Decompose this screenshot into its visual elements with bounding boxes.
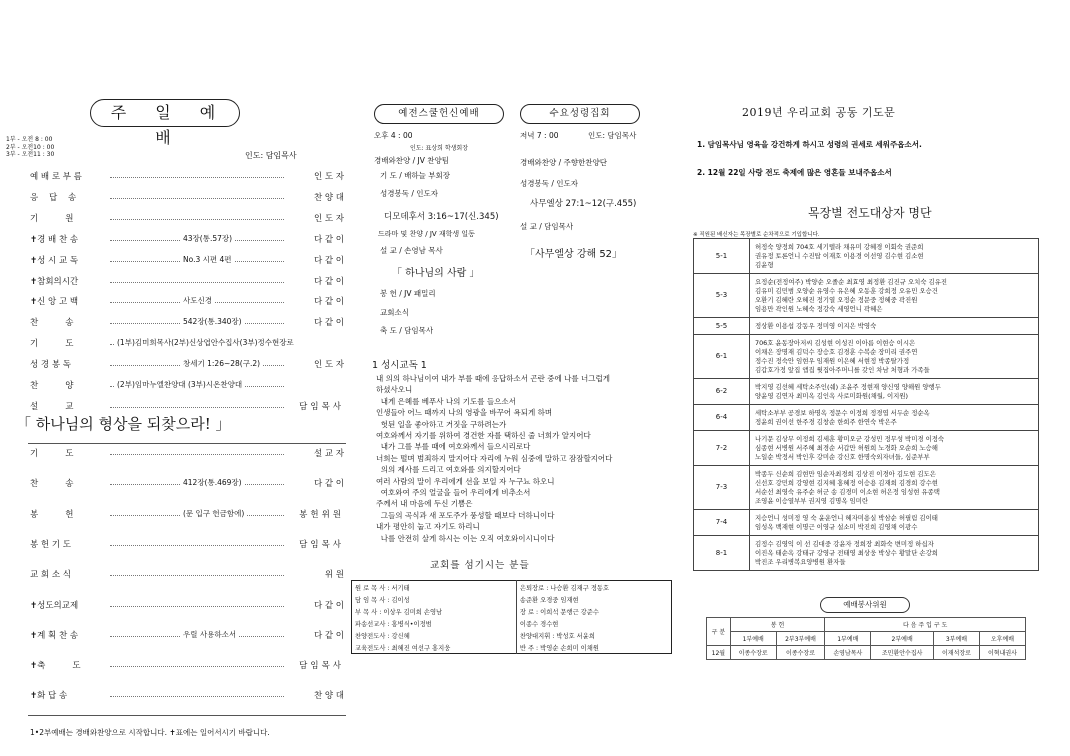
order-detail: 창세기 1:26~28(구.2) xyxy=(180,358,263,369)
target-name-line: 박종두 신순희 김현만 임순자최경희 김상진 이경아 김도현 김도은 xyxy=(755,469,936,478)
target-name-line: 노일순 박정서 박인후 강미순 강신호 한명숙외자녀들, 심준부부 xyxy=(755,452,930,461)
target-name-line: 조영윤 이승열부부 권지영 김명옥 임미란 xyxy=(755,496,869,505)
target-group: 6-4 xyxy=(694,405,750,431)
reading-title: 1 성시교독 1 xyxy=(372,360,427,371)
order-row xyxy=(30,212,344,228)
time-2: 2부 - 오전10 : 00 xyxy=(6,143,55,151)
service-name: 손영남목사 xyxy=(825,646,871,660)
vespers-leader: 인도: 표상희 학생회장 xyxy=(410,145,469,152)
vespers-item: 기 도 / 배하늘 부회장 xyxy=(380,171,451,180)
target-name-line: 706호 윤동장아저씨 김성현 이성진 이아름 이현승 이시은 xyxy=(755,338,916,347)
target-name-line: 이진옥 태순옥 강태규 강영규 전태영 최상웅 박상수 황말단 손강희 xyxy=(755,548,938,557)
order-label: 설 교 xyxy=(30,401,74,412)
service-month: 12월 xyxy=(707,646,731,660)
target-row xyxy=(694,510,1039,536)
order-detail: 542장(통.340장) xyxy=(180,316,245,327)
order-dots xyxy=(110,407,284,408)
target-row xyxy=(694,379,1039,405)
order-label: ✝신 앙 고 백 xyxy=(30,297,79,308)
service-sub: 오후예배 xyxy=(979,632,1025,646)
target-names xyxy=(750,510,1039,536)
target-names xyxy=(750,431,1039,466)
target-names xyxy=(750,239,1039,274)
target-name-line: 정상환 이용섭 강동우 정미영 이지은 박영숙 xyxy=(755,321,877,330)
target-name-line: 심종현 서병원 서주혜 최경순 서갑만 허원희 노경화 오순희 노승해 xyxy=(755,443,938,452)
order-leader: 다 같 이 xyxy=(313,318,344,329)
order-row xyxy=(30,254,344,270)
divider xyxy=(28,443,346,444)
order-leader: 위 원 xyxy=(324,570,344,581)
order-detail: (1부)김미희목사(2부)신상엽안수집사(3부)정수현장로 xyxy=(114,337,297,348)
order-dots xyxy=(110,454,284,455)
service-name: 조민환안수집사 xyxy=(871,646,934,660)
target-group: 5-5 xyxy=(694,318,750,335)
vespers-sermon: 「 하나님의 사람 」 xyxy=(392,268,480,279)
order-label: ✝성 시 교 독 xyxy=(30,255,79,266)
members-cell: 이종수 경수현 xyxy=(519,620,559,628)
members-cell: 파송선교사 : 홍병식•이정범 xyxy=(352,617,517,629)
members-row xyxy=(352,617,672,629)
order-leader: 다 같 이 xyxy=(313,234,344,245)
time-3: 3부 - 오전11 : 30 xyxy=(6,151,55,158)
target-name-line: 김갑호가정 앞집 앱집 윗집아주머니를 갖인 차남 처형과 가족들 xyxy=(755,365,930,374)
order-leader: 다 같 이 xyxy=(313,630,344,641)
target-name-line: 허정숙 양정희 704호 세기텔라 채유미 강혜경 이회숙 권준희 xyxy=(755,242,924,251)
reading-line: 나를 안전히 살게 하시는 이는 오직 여호와이시니이다 xyxy=(376,533,555,543)
service-times xyxy=(6,136,54,159)
order-label: 응 답 송 xyxy=(30,192,77,203)
order-leader: 찬 양 대 xyxy=(313,691,344,702)
target-names xyxy=(750,405,1039,431)
members-row xyxy=(352,581,672,594)
order-dots xyxy=(110,575,284,576)
members-cell: 은퇴장로 : 나승환 김재구 정동호 xyxy=(519,584,610,592)
target-row xyxy=(694,536,1039,571)
order-leader: 다 같 이 xyxy=(313,255,344,266)
target-name-line: 박진조 우리병복요양병원 환자들 xyxy=(755,557,846,566)
reading-line: 헛된 일을 좋아하고 거짓을 구하려는가 xyxy=(376,419,507,429)
members-cell: 원 로 목 사 : 서기태 xyxy=(352,581,517,594)
order-detail: No.3 시편 4편 xyxy=(180,254,235,265)
members-table xyxy=(351,580,672,654)
order-label: 성 경 봉 독 xyxy=(30,360,71,371)
order-label: 기 원 xyxy=(30,213,74,224)
service-name: 이혁내권사 xyxy=(979,646,1025,660)
order-dots xyxy=(110,696,284,697)
order-row xyxy=(30,689,344,705)
order-label: ✝경 배 찬 송 xyxy=(30,234,79,245)
members-cell: 담 임 목 사 : 김이성 xyxy=(352,593,517,605)
service-sub: 1부예배 xyxy=(730,632,776,646)
target-name-line: 나기문 김상무 이정희 김세훈 황미오군 강성민 정무성 박미경 이정숙 xyxy=(755,434,945,443)
reading-line: 여호와여 주의 얼굴을 들어 우리에게 비추소서 xyxy=(376,488,531,498)
prayer-item: 2. 12월 22일 사랑 전도 축제에 많은 영혼들 보내주옵소서 xyxy=(697,168,892,177)
target-group: 7-4 xyxy=(694,510,750,536)
order-label: ✝계 획 찬 송 xyxy=(30,630,79,641)
order-dots xyxy=(110,198,284,199)
order-leader: 다 같 이 xyxy=(313,600,344,611)
order-leader: 찬 양 대 xyxy=(313,192,344,203)
vespers-item: 축 도 / 담임목사 xyxy=(380,326,434,335)
order-detail: 412장(통.469장) xyxy=(180,477,245,488)
order-leader: 담임목사 xyxy=(299,401,344,412)
target-name-line: 임성옥 백재현 이명근 이영규 설소미 박진희 김영채 이광수 xyxy=(755,522,918,531)
service-name: 이종수장로 xyxy=(730,646,776,660)
target-names xyxy=(750,335,1039,379)
order-label: 예 배 로 부 름 xyxy=(30,172,82,182)
target-row xyxy=(694,274,1039,318)
order-row xyxy=(30,191,344,207)
members-row xyxy=(352,641,672,654)
order-row xyxy=(30,538,344,554)
order-row xyxy=(30,275,344,291)
wednesday-item: 사무엘상 27:1~12(구.455) xyxy=(530,199,637,209)
wednesday-item: 경배와찬양 / 주향한찬양단 xyxy=(520,158,607,167)
vespers-time: 오후 4 : 00 xyxy=(374,131,413,140)
order-label: 찬 송 xyxy=(30,318,74,329)
members-cell: 교육전도사 : 최혜진 여선구 홍지웅 xyxy=(352,641,517,654)
service-name: 이재석장로 xyxy=(933,646,979,660)
order-label: ✝참회의시간 xyxy=(30,276,79,287)
vespers-item: 드라마 및 찬양 / JV 재학생 일동 xyxy=(378,230,475,238)
order-row xyxy=(30,233,344,249)
vespers-title: 예전스쿨헌신예배 xyxy=(374,104,504,124)
reading-line: 너희는 떨며 범죄하지 말지어다 자리에 누워 심중에 말하고 잠잠할지어다 xyxy=(376,453,613,463)
order-leader: 다 같 이 xyxy=(313,297,344,308)
order-dots xyxy=(110,177,284,178)
order-detail: (2부)임마누엘찬양대 (3부)시온찬양대 xyxy=(114,379,245,390)
members-cell: 송준환 오경중 임재현 xyxy=(519,596,579,604)
vespers-item: 설 교 / 손영남 목사 xyxy=(380,246,443,255)
order-label: 기 도 xyxy=(30,339,74,350)
wednesday-item: 성경봉독 / 인도자 xyxy=(520,179,579,188)
vespers-item: 교회소식 xyxy=(380,308,409,317)
target-names xyxy=(750,379,1039,405)
reading-line: 여러 사람의 말이 우리에게 선을 보일 자 누구뇨 하오니 xyxy=(376,476,555,486)
col-offering: 봉 헌 xyxy=(730,618,825,632)
order-row xyxy=(30,337,344,353)
members-title: 교회를 섬기시는 분들 xyxy=(430,560,530,571)
order-detail: 43장(통.57장) xyxy=(180,233,235,244)
target-names xyxy=(750,536,1039,571)
order-label: ✝화 답 송 xyxy=(30,691,68,702)
targets-note: ※ 직원된 배신자는 목장별로 순차적으로 기입합니다. xyxy=(693,232,820,238)
service-sub: 1부예배 xyxy=(825,632,871,646)
target-name-line: 서순선 최영숙 유주순 허군 송 김경미 이소현 허은정 임성현 유종택 xyxy=(755,487,940,496)
reading-line: 여호와께서 자기를 위하여 경건한 자를 택하신 줄 너희가 알지어다 xyxy=(376,431,591,441)
target-name-line: 세탁소부부 공경보 하명옥 정문수 이정희 정경엽 서두순 정순옥 xyxy=(755,408,930,417)
order-leader: 다 같 이 xyxy=(313,479,344,490)
service-table xyxy=(706,617,1026,660)
order-detail: (문 입구 헌금함에) xyxy=(180,508,247,519)
target-name-line: 이채은 장명재 김덕수 장승호 김경훈 수복순 장미리 권주연 xyxy=(755,347,918,356)
members-cell: 찬양전도사 : 강신혜 xyxy=(352,629,517,641)
service-sub: 3부예배 xyxy=(933,632,979,646)
members-cell: 장 로 : 이희석 문행근 강준수 xyxy=(519,608,599,616)
reading-line: 내가 그를 부를 때에 여호와께서 들으시리로다 xyxy=(376,442,531,452)
sunday-leader: 인도: 담임목사 xyxy=(245,151,297,160)
target-name-line: 김유미 김민범 오양순 유영수 유은혜 오동훈 강희정 오유민 오승건 xyxy=(755,286,938,295)
order-leader: 담임목사 xyxy=(299,539,344,550)
target-names xyxy=(750,318,1039,335)
order-leader: 인 도 자 xyxy=(313,213,344,224)
target-name-line: 요정순(전정여주) 박양순 오졸순 최효영 최정환 김진규 오치숙 김유진 xyxy=(755,277,948,286)
order-row xyxy=(30,477,344,493)
order-detail: 우릴 사용하소서 xyxy=(180,629,239,640)
order-row xyxy=(30,358,344,374)
order-leader: 인 도 자 xyxy=(313,172,344,182)
col-category: 구 분 xyxy=(707,618,731,646)
target-names xyxy=(750,466,1039,510)
target-name-line: 지승언니 성미정 영 숙 윤운언니 혜자미용실 박삼순 허필림 김이태 xyxy=(755,513,938,522)
order-dots xyxy=(110,219,284,220)
target-name-line: 김윤형 xyxy=(755,260,774,269)
targets-table xyxy=(693,238,1039,571)
sunday-title: 주 일 예 배 xyxy=(90,99,240,127)
target-name-line: 신선호 강민희 강영현 김지혜 홍혜정 이승용 김재희 김경희 강수현 xyxy=(755,478,938,487)
order-label: ✝축 도 xyxy=(30,661,81,672)
target-row xyxy=(694,239,1039,274)
target-row xyxy=(694,318,1039,335)
order-leader: 담임목사 xyxy=(299,661,344,672)
time-1: 1부 - 오전 8 : 00 xyxy=(6,136,53,143)
target-name-line: 박지영 김선혜 세탁소주인(쉐) 조윤주 정현재 양신영 양해원 양행두 xyxy=(755,382,941,391)
target-group: 6-2 xyxy=(694,379,750,405)
order-label: 봉 헌 기 도 xyxy=(30,539,71,550)
members-cell: 부 목 사 : 이상우 김미희 손영남 xyxy=(352,605,517,617)
reading-line: 의의 제사를 드리고 여호와를 의지할지어다 xyxy=(376,465,521,475)
order-row xyxy=(30,568,344,584)
order-label: 찬 양 xyxy=(30,381,74,391)
wednesday-sermon: 「사무엘상 강해 52」 xyxy=(525,249,623,260)
target-row xyxy=(694,466,1039,510)
order-row xyxy=(30,170,344,186)
target-row xyxy=(694,431,1039,466)
target-name-line: 임용만 곽인원 노혜숙 정강숙 세영언니 곽혜은 xyxy=(755,304,883,313)
target-name-line: 권유정 토론언니 수진탑 이재호 이용경 이선영 김수현 김소현 xyxy=(755,251,924,260)
order-leader: 봉헌위원 xyxy=(299,509,344,520)
order-label: 교 회 소 식 xyxy=(30,570,71,581)
order-row xyxy=(30,316,344,332)
order-row xyxy=(30,379,344,395)
order-dots xyxy=(110,606,284,607)
target-name-line: 김정수 김영익 이 선 김대중 강윤자 정희장 최화숙 변미정 하십자 xyxy=(755,539,934,548)
vespers-item: 봉 헌 / JV 패밀리 xyxy=(380,289,436,298)
divider xyxy=(28,715,346,716)
wednesday-title: 수요성령집회 xyxy=(520,104,640,124)
vespers-item: 디모데후서 3:16~17(신.345) xyxy=(384,212,499,222)
target-name-line: 오환기 김혜란 오혜진 정기열 오정순 정문중 정혜중 곽진원 xyxy=(755,295,918,304)
order-row xyxy=(30,447,344,463)
targets-title: 목장별 전도대상자 명단 xyxy=(808,206,932,220)
reading-line: 내게 은혜를 베푸사 나의 기도를 들으소서 xyxy=(376,396,516,406)
vespers-item: 경배와찬양 / JV 찬양팀 xyxy=(374,156,449,165)
target-group: 7-3 xyxy=(694,466,750,510)
order-leader: 다 같 이 xyxy=(313,276,344,287)
order-row xyxy=(30,629,344,645)
target-group: 6-1 xyxy=(694,335,750,379)
target-group: 5-3 xyxy=(694,274,750,318)
prayer-item: 1. 담임목사님 영육을 강건하게 하시고 성령의 권세로 세워주옵소서. xyxy=(697,140,922,149)
order-row xyxy=(30,295,344,311)
target-names xyxy=(750,274,1039,318)
order-row xyxy=(30,508,344,524)
reading-line: 내 의의 하나님이여 내가 부를 때에 응답하소서 곤란 중에 나를 너그럽게 xyxy=(376,374,610,383)
order-label: ✝성도의교제 xyxy=(30,600,79,611)
sermon-title: 「 하나님의 형상을 되찾으라! 」 xyxy=(16,415,231,433)
members-row xyxy=(352,605,672,617)
target-row xyxy=(694,405,1039,431)
service-sub: 2부3부예배 xyxy=(776,632,825,646)
target-name-line: 양윤영 김연자 최미옥 김인옥 사로미화원(채월, 이지원) xyxy=(755,391,908,400)
service-sub: 2부예배 xyxy=(871,632,934,646)
order-label: 봉 헌 xyxy=(30,509,74,520)
wednesday-leader: 인도: 담임목사 xyxy=(588,131,637,140)
order-label: 기 도 xyxy=(30,449,74,459)
wednesday-item: 설 교 / 담임목사 xyxy=(520,222,574,231)
service-title: 예배봉사위원 xyxy=(820,597,910,613)
target-group: 7-2 xyxy=(694,431,750,466)
reading-line: 내가 평안히 눕고 자기도 하리니 xyxy=(376,522,480,532)
target-name-line: 정윤희 권이선 한주경 김창순 한희주 한연숙 박은주 xyxy=(755,417,897,426)
order-leader: 설 교 자 xyxy=(313,449,344,459)
order-dots xyxy=(110,282,284,283)
order-detail: 사도신경 xyxy=(180,295,215,306)
order-dots xyxy=(110,545,284,546)
standing-note: 1•2부예배는 경배와찬양으로 시작합니다. ✝표에는 일어서시기 바랍니다. xyxy=(30,728,270,737)
vespers-item: 성경봉독 / 인도자 xyxy=(380,189,439,198)
reading-line: 하셨사오니 xyxy=(376,385,413,395)
prayer-title: 2019년 우리교회 공동 기도문 xyxy=(742,106,896,119)
wednesday-time: 저녁 7 : 00 xyxy=(520,131,559,140)
order-label: 찬 송 xyxy=(30,479,74,490)
members-row xyxy=(352,593,672,605)
target-name-line: 정수진 정숙안 임현우 임재원 이은혜 서현정 박종탈가정 xyxy=(755,356,910,365)
order-row xyxy=(30,599,344,615)
order-row xyxy=(30,659,344,675)
target-row xyxy=(694,335,1039,379)
order-dots xyxy=(110,666,284,667)
reading-line: 그들의 곡식과 새 포도주가 풍성할 때보다 더하니이다 xyxy=(376,510,555,520)
order-leader: 인 도 자 xyxy=(313,360,344,371)
service-name: 이종수장로 xyxy=(776,646,825,660)
col-next: 다 음 주 입 구 도 xyxy=(825,618,1026,632)
members-cell: 반 주 : 박영순 손희미 이채원 xyxy=(519,644,599,652)
reading-line: 주께서 내 마음에 두신 기쁨은 xyxy=(376,499,473,509)
members-cell: 찬양대지휘 : 박성호 서윤희 xyxy=(519,632,595,640)
members-row xyxy=(352,629,672,641)
target-group: 5-1 xyxy=(694,239,750,274)
reading-line: 인생들아 어느 때까지 나의 영광을 바꾸어 욕되게 하며 xyxy=(376,408,553,418)
reading-text xyxy=(376,373,676,544)
target-group: 8-1 xyxy=(694,536,750,571)
